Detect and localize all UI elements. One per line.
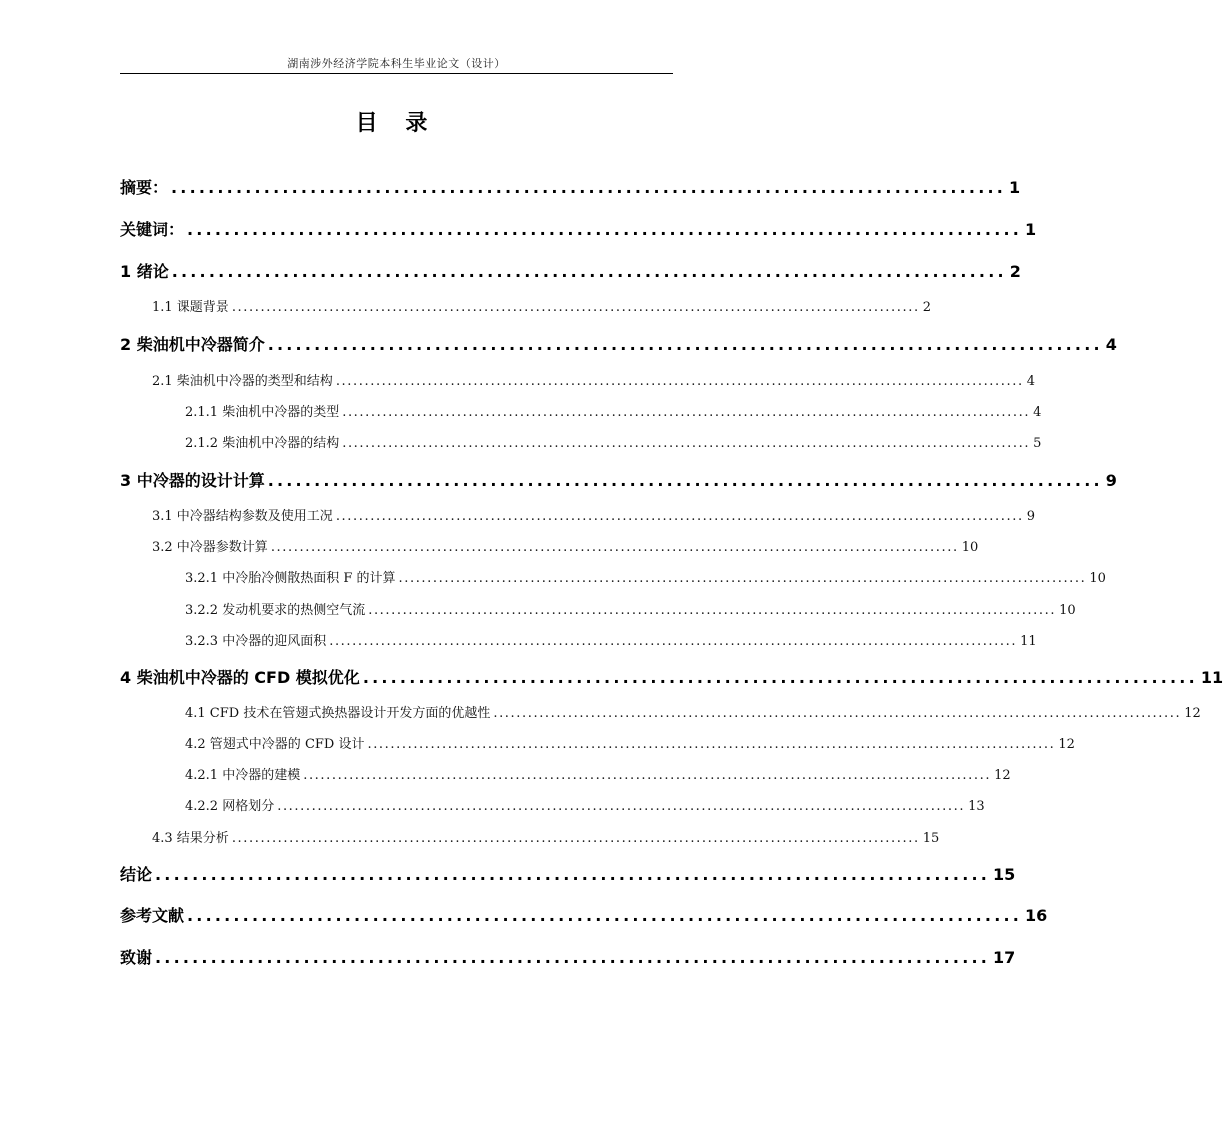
toc-entry-page: 11 — [1200, 668, 1223, 687]
toc-entry-page: 9 — [1105, 471, 1117, 490]
toc-entry-label: 4.2.2 网格划分 — [185, 799, 275, 814]
toc-leader-dots: .......................................................................................... — [155, 948, 991, 967]
toc-entry-section-4-2-2[interactable] — [185, 798, 985, 816]
toc-leader-dots: .......................................................................................... — [267, 335, 1103, 354]
toc-leader-dots: .......................................................................................... — [155, 865, 991, 884]
page-header: 湖南涉外经济学院本科生毕业论文（设计） — [287, 57, 506, 70]
toc-leader-dots: ........................................................................................................................ — [231, 831, 920, 846]
toc-leader-dots: .......................................................................................... — [171, 178, 1007, 197]
toc-title: 目 录 — [355, 111, 438, 136]
toc-entry-section-4-2-1[interactable] — [185, 767, 1011, 785]
toc-entry-chapter-4[interactable] — [120, 667, 1223, 689]
toc-leader-dots: ........................................................................................................................ — [277, 799, 966, 814]
toc-entry-label: 4.2.1 中冷器的建模 — [185, 768, 301, 783]
toc-entry-page: 15 — [922, 831, 940, 846]
toc-entry-section-2-1[interactable] — [152, 373, 1035, 391]
toc-entry-page: 10 — [1089, 571, 1106, 586]
toc-entry-section-4-3[interactable] — [152, 830, 940, 848]
header-divider — [120, 73, 673, 74]
toc-entry-page: 11 — [1020, 634, 1037, 649]
toc-leader-dots: .......................................................................................... — [171, 262, 1007, 281]
toc-entry-label: 4.2 管翅式中冷器的 CFD 设计 — [185, 737, 365, 752]
toc-leader-dots: .......................................................................................... — [362, 668, 1198, 687]
toc-entry-page: 12 — [1058, 737, 1075, 752]
toc-entry-label: 摘要： — [120, 178, 169, 197]
toc-leader-dots: ........................................................................................................................ — [367, 737, 1056, 752]
toc-entry-section-3-1[interactable] — [152, 508, 1035, 526]
toc-entry-page: 5 — [1033, 436, 1042, 451]
toc-entry-section-3-2-3[interactable] — [185, 633, 1037, 651]
toc-entry-label: 关键词： — [120, 220, 185, 239]
toc-leader-dots: ........................................................................................................................ — [493, 706, 1182, 721]
toc-entry-page: 13 — [968, 799, 985, 814]
toc-leader-dots: ........................................................................................................................ — [368, 603, 1057, 618]
toc-entry-label: 3 中冷器的设计计算 — [120, 471, 265, 490]
toc-entry-label: 4.3 结果分析 — [152, 831, 229, 846]
toc-leader-dots: ........................................................................................................................ — [335, 509, 1024, 524]
toc-entry-label: 3.2 中冷器参数计算 — [152, 540, 268, 555]
toc-entry-chapter-2[interactable] — [120, 334, 1117, 356]
toc-entry-label: 结论 — [120, 865, 153, 884]
toc-entry-acknowledgements[interactable] — [120, 947, 1016, 969]
toc-entry-label: 4.1 CFD 技术在管翅式换热器设计开发方面的优越性 — [185, 706, 491, 721]
toc-entry-label: 2 柴油机中冷器简介 — [120, 335, 265, 354]
toc-entry-page: 2 — [922, 300, 931, 315]
toc-entry-chapter-1[interactable] — [120, 261, 1021, 283]
toc-entry-abstract[interactable] — [120, 177, 1021, 199]
toc-entry-label: 3.2.1 中冷胎冷侧散热面积 F 的计算 — [185, 571, 396, 586]
toc-entry-page: 4 — [1026, 374, 1035, 389]
toc-entry-references[interactable] — [120, 905, 1048, 927]
toc-entry-label: 3.1 中冷器结构参数及使用工况 — [152, 509, 333, 524]
toc-entry-keywords[interactable] — [120, 219, 1037, 241]
toc-entry-label: 致谢 — [120, 948, 153, 967]
toc-entry-section-2-1-2[interactable] — [185, 435, 1042, 453]
toc-leader-dots: ........................................................................................................................ — [335, 374, 1024, 389]
toc-entry-page: 12 — [994, 768, 1011, 783]
toc-entry-section-3-2-2[interactable] — [185, 602, 1076, 620]
toc-entry-page: 12 — [1184, 706, 1201, 721]
toc-entry-page: 10 — [961, 540, 979, 555]
toc-entry-page: 10 — [1059, 603, 1076, 618]
toc-leader-dots: ........................................................................................................................ — [270, 540, 959, 555]
toc-leader-dots: ........................................................................................................................ — [342, 436, 1031, 451]
toc-entry-page: 15 — [993, 865, 1016, 884]
toc-entry-label: 2.1.1 柴油机中冷器的类型 — [185, 405, 340, 420]
toc-leader-dots: ........................................................................................................................ — [231, 300, 920, 315]
toc-entry-page: 4 — [1105, 335, 1117, 354]
toc-entry-page: 1 — [1025, 220, 1037, 239]
toc-leader-dots: ........................................................................................................................ — [398, 571, 1087, 586]
toc-entry-page: 16 — [1025, 906, 1048, 925]
toc-entry-section-4-2[interactable] — [185, 736, 1075, 754]
toc-entry-page: 1 — [1009, 178, 1021, 197]
toc-entry-section-3-2-1[interactable] — [185, 570, 1106, 588]
toc-entry-label: 1 绪论 — [120, 262, 169, 281]
toc-entry-section-4-1[interactable] — [185, 705, 1201, 723]
toc-entry-page: 4 — [1033, 405, 1042, 420]
toc-leader-dots: ........................................................................................................................ — [329, 634, 1018, 649]
toc-entry-label: 1.1 课题背景 — [152, 300, 229, 315]
toc-leader-dots: .......................................................................................... — [187, 906, 1023, 925]
toc-entry-chapter-3[interactable] — [120, 470, 1117, 492]
toc-entry-label: 3.2.3 中冷器的迎风面积 — [185, 634, 327, 649]
toc-entry-section-2-1-1[interactable] — [185, 404, 1042, 422]
toc-entry-label: 3.2.2 发动机要求的热侧空气流 — [185, 603, 366, 618]
toc-leader-dots: .......................................................................................... — [267, 471, 1103, 490]
toc-entry-page: 2 — [1009, 262, 1021, 281]
toc-entry-label: 参考文献 — [120, 906, 185, 925]
toc-leader-dots: ........................................................................................................................ — [342, 405, 1031, 420]
toc-entry-section-1-1[interactable] — [152, 299, 931, 317]
toc-entry-section-3-2[interactable] — [152, 539, 979, 557]
toc-entry-page: 9 — [1026, 509, 1035, 524]
toc-entry-label: 2.1 柴油机中冷器的类型和结构 — [152, 374, 333, 389]
toc-leader-dots: .......................................................................................... — [187, 220, 1023, 239]
toc-entry-label: 2.1.2 柴油机中冷器的结构 — [185, 436, 340, 451]
toc-entry-conclusion[interactable] — [120, 864, 1016, 886]
toc-leader-dots: ........................................................................................................................ — [303, 768, 992, 783]
toc-entry-label: 4 柴油机中冷器的 CFD 模拟优化 — [120, 668, 360, 687]
toc-entry-page: 17 — [993, 948, 1016, 967]
